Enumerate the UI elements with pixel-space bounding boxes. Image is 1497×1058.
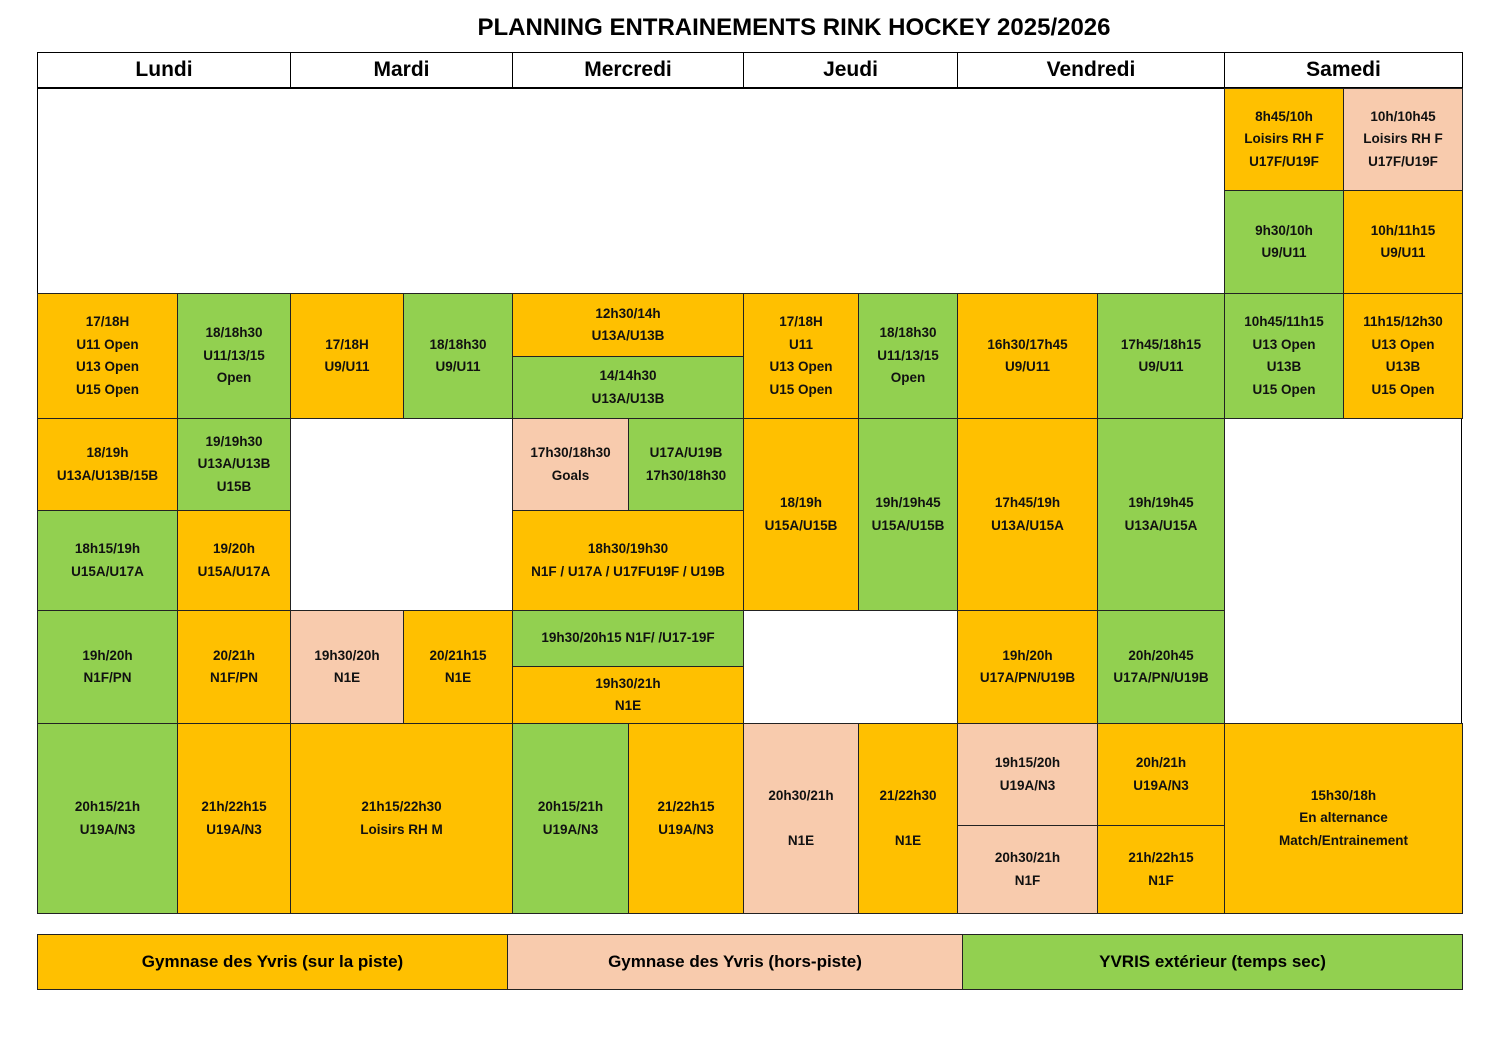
training-slot-jeudi (743, 418, 859, 611)
slot-text: 18/18h30 (879, 325, 937, 341)
slot-text: 20h30/21h (768, 788, 834, 803)
slot-text: N1F (1014, 872, 1041, 888)
slot-text: U15 Open (1252, 381, 1316, 397)
slot-text: U11 Open (76, 336, 139, 352)
legend-item: Gymnase des Yvris (hors-piste) (507, 934, 963, 990)
training-slot-lundi (177, 610, 291, 724)
training-slot-mardi (290, 293, 404, 419)
slot-text: 10h45/11h15 (1244, 314, 1324, 329)
slot-text: 10h/10h45 (1370, 108, 1436, 124)
day-header-mardi: Mardi (290, 52, 513, 88)
page-title: PLANNING ENTRAINEMENTS RINK HOCKEY 2025/2026 (477, 14, 1111, 41)
slot-text: 17/18H (779, 314, 823, 329)
training-slot-jeudi (858, 418, 958, 611)
training-slot-vendredi (957, 610, 1098, 724)
training-slot-mercredi (512, 293, 744, 357)
slot-text: U15 Open (75, 381, 140, 397)
training-slot-lundi (177, 723, 291, 914)
slot-text: Loisirs RH F (1363, 131, 1443, 147)
slot-text: U15A/U15B (871, 517, 945, 533)
slot-text: U13 Open (1252, 336, 1316, 352)
slot-text: U11/13/15 (203, 347, 265, 363)
slot-text: En alternance (1299, 810, 1388, 826)
slot-text: 19h30/20h15 N1F/ /U17-19F (541, 630, 715, 646)
slot-text: U13 Open (75, 359, 140, 374)
training-slot-samedi (1224, 293, 1344, 419)
slot-text: U17F/U19F (1368, 153, 1438, 169)
slot-text: U19A/N3 (658, 821, 714, 837)
slot-text: U17A/PN/U19B (979, 670, 1076, 685)
training-slot-vendredi (1097, 723, 1225, 826)
slot-text: 18/19h (86, 445, 129, 460)
slot-text: U15A/U17A (197, 563, 271, 579)
slot-text: 17/18H (325, 336, 369, 352)
legend-item: Gymnase des Yvris (sur la piste) (37, 934, 508, 990)
training-slot-lundi (37, 610, 178, 724)
slot-text: 10h/11h15 (1370, 222, 1436, 238)
slot-text: U13A/U15A (1124, 517, 1198, 533)
slot-text: 12h30/14h (595, 305, 661, 321)
slot-text: 19/20h (212, 541, 256, 556)
slot-text: 18/18h30 (429, 336, 487, 352)
slot-text: U13 Open (769, 359, 833, 374)
slot-text: 17h30/18h30 (530, 445, 611, 460)
slot-text: 17h30/18h30 (645, 467, 727, 483)
training-slot-samedi (1343, 88, 1463, 191)
training-slot-vendredi (1097, 418, 1225, 611)
training-slot-vendredi (957, 418, 1098, 611)
slot-text: 18h15/19h (74, 541, 141, 556)
legend-item: YVRIS extérieur (temps sec) (962, 934, 1463, 990)
slot-text: Loisirs RH M (360, 821, 443, 837)
slot-text: U11 (788, 336, 814, 352)
slot-text: U15 Open (769, 381, 833, 397)
slot-text: Match/Entrainement (1278, 832, 1409, 848)
training-slot-mercredi (512, 356, 744, 419)
slot-text: 18/18h30 (205, 325, 263, 341)
slot-text: U15 Open (1371, 381, 1435, 397)
slot-text: 19h/20h (82, 647, 133, 663)
slot-text: U13A/U13B/15B (56, 467, 159, 483)
slot-text: U13 Open (1371, 336, 1435, 352)
slot-text: 8h45/10h (1255, 108, 1313, 124)
slot-text: N1F/PN (83, 670, 132, 685)
slot-text: U13B (1266, 359, 1302, 374)
training-slot-jeudi (743, 293, 859, 419)
slot-text: 20h15/21h (537, 799, 604, 814)
slot-text: 21/22h30 (879, 788, 937, 803)
training-slot-jeudi (743, 723, 859, 914)
slot-text: 21h/22h15 (1128, 850, 1194, 865)
slot-text: 15h30/18h (1310, 787, 1377, 803)
training-slot-samedi (1224, 723, 1463, 914)
slot-text: N1E (787, 832, 815, 848)
slot-text: 20h15/21h (74, 799, 141, 814)
training-slot-mardi (403, 610, 513, 724)
slot-text: N1E (444, 670, 472, 685)
slot-text: U19A/N3 (206, 821, 262, 837)
slot-text: U9/U11 (1380, 245, 1426, 260)
training-slot-lundi (177, 418, 291, 511)
training-slot-vendredi (1097, 293, 1225, 419)
training-slot-vendredi (1097, 825, 1225, 914)
training-slot-lundi (37, 510, 178, 611)
slot-text: 18h30/19h30 (587, 541, 669, 556)
training-slot-vendredi (957, 293, 1098, 419)
slot-text: U17F/U19F (1249, 153, 1319, 169)
slot-text: U13A/U13B (591, 390, 665, 406)
slot-text: 20/21h (212, 647, 256, 663)
slot-text: 11h15/12h30 (1363, 314, 1443, 329)
training-slot-samedi (1224, 190, 1344, 294)
slot-text: U9/U11 (1138, 359, 1184, 374)
training-slot-samedi (1224, 88, 1344, 191)
slot-text: U9/U11 (1261, 245, 1307, 260)
slot-text: 21h15/22h30 (361, 799, 442, 814)
training-slot-vendredi (957, 723, 1098, 826)
slot-text: U13B (1385, 359, 1421, 374)
slot-text: 16h30/17h45 (987, 336, 1068, 352)
slot-text: 19h/20h (1002, 647, 1053, 663)
slot-text: 19h/19h45 (1128, 495, 1194, 510)
training-slot-mardi (403, 293, 513, 419)
slot-text: Open (890, 370, 926, 386)
slot-text: U9/U11 (435, 359, 481, 374)
slot-text: U9/U11 (1004, 359, 1051, 374)
slot-text: 19h15/20h (994, 755, 1061, 770)
slot-text: N1F/PN (209, 670, 258, 685)
day-header-jeudi: Jeudi (743, 52, 958, 88)
slot-text: U9/U11 (324, 359, 370, 374)
slot-text: U17A/U19B (649, 445, 723, 460)
slot-text: 14/14h30 (599, 368, 657, 383)
slot-text: 17h45/18h15 (1120, 336, 1202, 352)
slot-text: U17A/PN/U19B (1113, 670, 1209, 685)
slot-text: U15A/U17A (71, 563, 144, 579)
slot-text: 18/19h (779, 495, 823, 510)
training-slot-vendredi (1097, 610, 1225, 724)
training-slot-mardi (290, 723, 513, 914)
slot-text: 19/19h30 (205, 433, 263, 449)
training-slot-mercredi (512, 510, 744, 611)
slot-text: U13A/U13B (591, 328, 665, 343)
slot-text: 21/22h15 (657, 799, 715, 814)
training-slot-mercredi (512, 418, 629, 511)
slot-text: Open (216, 370, 252, 386)
slot-text: U19A/N3 (999, 777, 1056, 793)
slot-text: 19h30/20h (314, 647, 380, 663)
slot-text: N1E (333, 670, 361, 685)
training-slot-mardi (290, 610, 404, 724)
slot-text: U13A/U15A (991, 517, 1064, 533)
training-slot-mercredi (512, 666, 744, 724)
slot-text: N1F (1148, 872, 1174, 888)
training-slot-jeudi (858, 723, 958, 914)
slot-text: U13A/U13B (197, 456, 271, 472)
slot-text: U15A/U15B (764, 517, 838, 533)
slot-text: 17/18H (85, 314, 130, 329)
day-header-samedi: Samedi (1224, 52, 1463, 88)
slot-text: N1E (894, 832, 922, 848)
day-header-lundi: Lundi (37, 52, 291, 88)
training-slot-samedi (1343, 293, 1463, 419)
training-slot-samedi (1343, 190, 1463, 294)
training-slot-vendredi (957, 825, 1098, 914)
slot-text: 19h/19h45 (875, 495, 941, 510)
slot-text: 20/21h15 (429, 647, 487, 663)
slot-text: 19h30/21h (595, 675, 661, 691)
slot-text: 17h45/19h (994, 495, 1061, 510)
training-slot-lundi (37, 293, 178, 419)
training-slot-mercredi (512, 610, 744, 667)
slot-text: 20h/20h45 (1128, 647, 1194, 663)
slot-text: 21h/22h15 (201, 799, 267, 814)
day-header-mercredi: Mercredi (512, 52, 744, 88)
slot-text: Loisirs RH F (1244, 131, 1324, 147)
training-slot-mercredi (512, 723, 629, 914)
training-slot-mercredi (628, 418, 744, 511)
slot-text: 20h/21h (1135, 755, 1187, 770)
slot-text: N1E (614, 698, 642, 713)
slot-text: 20h30/21h (994, 850, 1061, 865)
training-slot-lundi (37, 418, 178, 511)
slot-text: U11/13/15 (877, 347, 939, 363)
slot-text: U19A/N3 (1133, 777, 1189, 793)
slot-text: Goals (551, 467, 590, 483)
training-slot-jeudi (858, 293, 958, 419)
day-header-vendredi: Vendredi (957, 52, 1225, 88)
training-slot-lundi (177, 293, 291, 419)
slot-text: U19A/N3 (542, 821, 599, 837)
training-slot-lundi (37, 723, 178, 914)
slot-text: N1F / U17A / U17FU19F / U19B (531, 563, 725, 579)
slot-text: U19A/N3 (79, 821, 136, 837)
training-slot-mercredi (628, 723, 744, 914)
training-slot-lundi (177, 510, 291, 611)
slot-text: 9h30/10h (1255, 222, 1313, 238)
slot-text: U15B (216, 478, 252, 494)
